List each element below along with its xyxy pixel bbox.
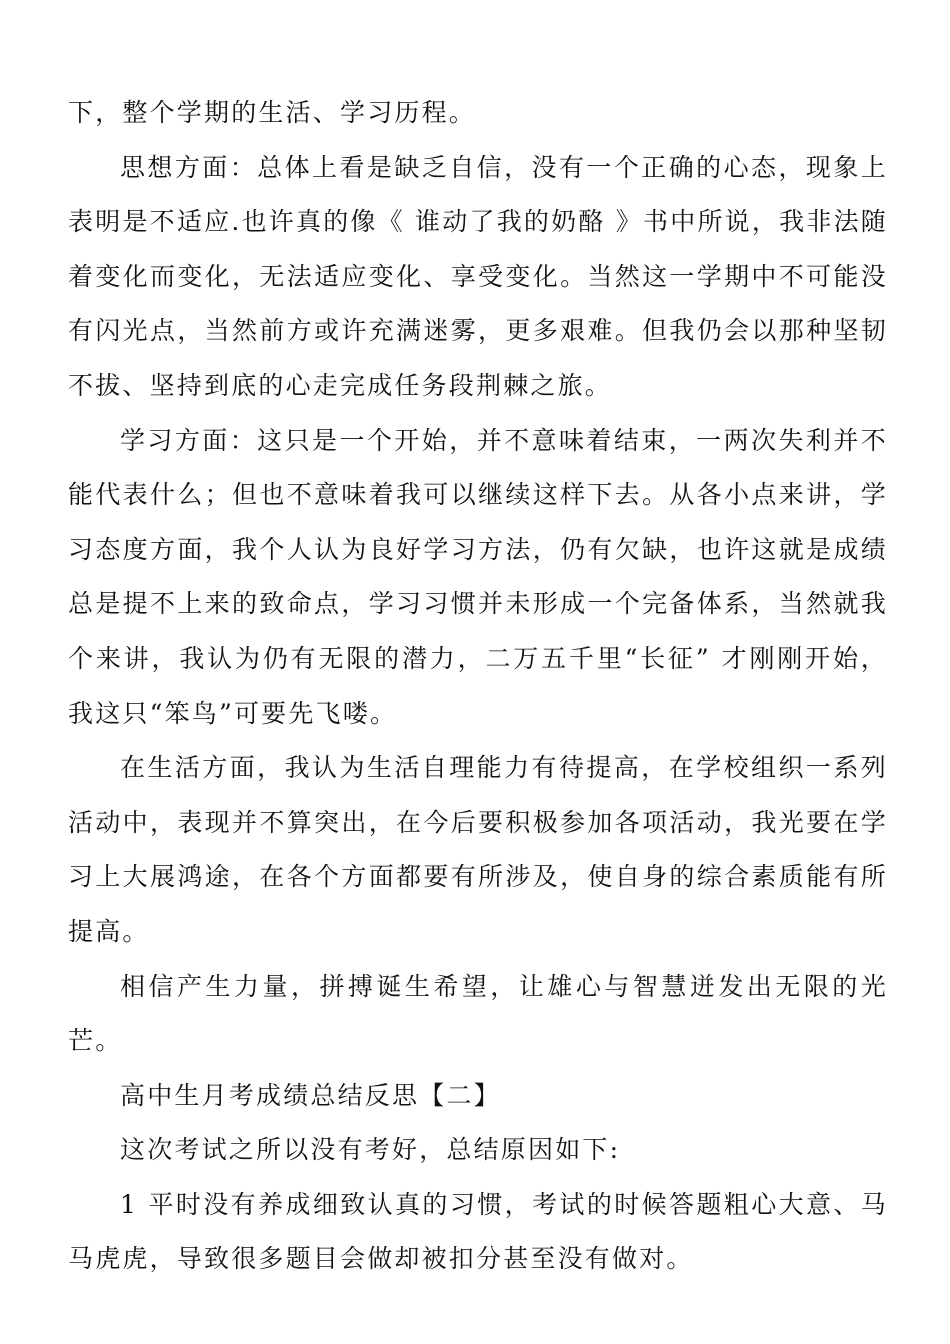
section-heading: 高中生月考成绩总结反思【二】 [120,1080,501,1110]
paragraph-continuation: 下，整个学期的生活、学习历程。 [68,98,477,127]
paragraph-life: 在生活方面，我认为生活自理能力有待提高，在学校组织一系列活动中，表现并不算突出，在今后要积极参加各项活动，我光要在学习上大展鸿途，在各个方面都要有所涉及，使自身的综合素质能有所提高。 [68,753,888,946]
paragraph-motto: 相信产生力量，拼搏诞生希望，让雄心与智慧迸发出无限的光芒。 [68,971,888,1056]
paragraph-intro: 这次考试之所以没有考好，总结原因如下: [120,1135,621,1165]
paragraph-reason-1: 1 平时没有养成细致认真的习惯，考试的时候答题粗心大意、马马虎虎，导致很多题目会做却被扣分甚至没有做对。 [68,1189,888,1274]
paragraph-thoughts: 思想方面：总体上看是缺乏自信，没有一个正确的心态，现象上表明是不适应.也许真的像《 谁动了我的奶酪 》书中所说，我非法随着变化而变化，无法适应变化、享受变化。当然这一学期中不可能没有闪光点，当然前方或许充满迷雾，更多艰难。但我仍会以那种坚韧不拔、坚持到底的心走完成任务段荆棘之旅。 [68,152,888,400]
paragraph-study: 学习方面：这只是一个开始，并不意味着结束，一两次失利并不能代表什么；但也不意味着我可以继续这样下去。从各小点来讲，学习态度方面，我个人认为良好学习方法，仍有欠缺，也许这就是成绩总是提不上来的致命点，学习习惯并未形成一个完备体系，当然就我个来讲，我认为仍有无限的潜力，二万五千里“长征” 才刚刚开始，我这只“笨鸟”可要先飞喽。 [68,425,888,728]
document-page [68,86,888,1287]
